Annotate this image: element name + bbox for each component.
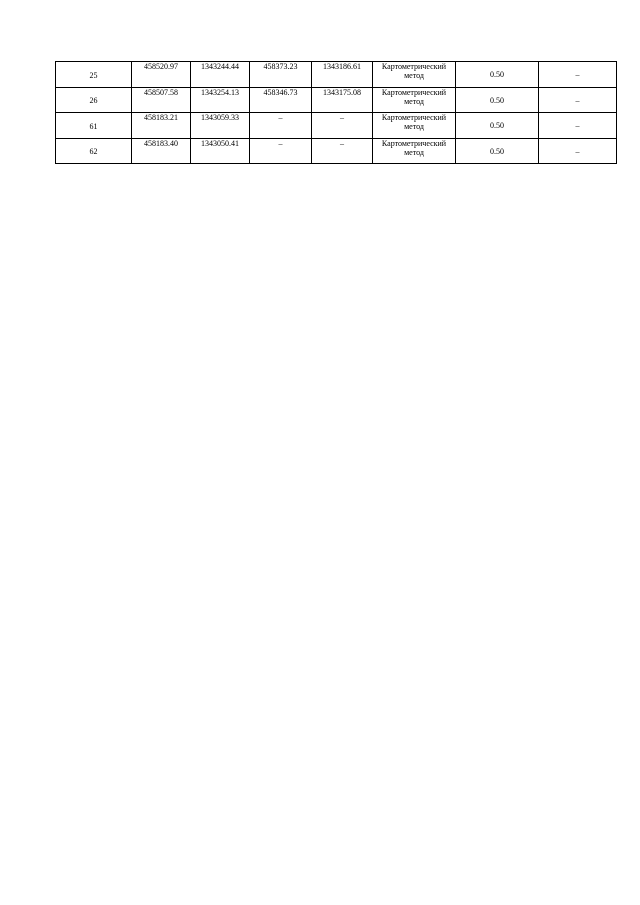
method-text-line: Картометрический bbox=[381, 87, 447, 97]
old-y-coordinate-cell: – bbox=[312, 138, 373, 164]
x-coordinate-cell: 458183.40 bbox=[132, 138, 191, 164]
y-coordinate-cell: 1343059.33 bbox=[191, 113, 250, 139]
y-coordinate-cell: 1343050.41 bbox=[191, 138, 250, 164]
table-row bbox=[56, 113, 617, 139]
x-coordinate-cell: 458520.97 bbox=[132, 62, 191, 88]
old-y-coordinate-cell: – bbox=[312, 113, 373, 139]
table-row bbox=[56, 62, 617, 88]
point-number-cell: 61 bbox=[56, 113, 132, 139]
table-row bbox=[56, 138, 617, 164]
old-y-coordinate-cell: 1343186.61 bbox=[312, 62, 373, 88]
method-cell bbox=[373, 62, 456, 88]
old-y-coordinate-cell: 1343175.08 bbox=[312, 87, 373, 113]
old-x-coordinate-cell: – bbox=[250, 113, 312, 139]
method-text-line: метод bbox=[404, 122, 424, 131]
method-text-line: метод bbox=[404, 71, 424, 80]
old-x-coordinate-cell: 458346.73 bbox=[250, 87, 312, 113]
method-text-line: Картометрический bbox=[381, 113, 447, 122]
accuracy-cell: 0.50 bbox=[456, 138, 539, 164]
description-cell: – bbox=[539, 138, 617, 164]
description-cell: – bbox=[539, 62, 617, 88]
old-x-coordinate-cell: – bbox=[250, 138, 312, 164]
point-number-cell: 25 bbox=[56, 62, 132, 88]
accuracy-cell: 0.50 bbox=[456, 62, 539, 88]
description-cell: – bbox=[539, 87, 617, 113]
table-row bbox=[56, 87, 617, 113]
y-coordinate-cell: 1343254.13 bbox=[191, 87, 250, 113]
old-x-coordinate-cell: 458373.23 bbox=[250, 62, 312, 88]
method-cell bbox=[373, 138, 456, 164]
point-number-cell: 26 bbox=[56, 87, 132, 113]
method-text-line: Картометрический bbox=[381, 62, 447, 71]
method-text-line: метод bbox=[404, 147, 424, 157]
accuracy-cell: 0.50 bbox=[456, 113, 539, 139]
method-text-line: Картометрический bbox=[381, 138, 447, 148]
accuracy-cell: 0.50 bbox=[456, 87, 539, 113]
method-cell bbox=[373, 113, 456, 139]
x-coordinate-cell: 458183.21 bbox=[132, 113, 191, 139]
y-coordinate-cell: 1343244.44 bbox=[191, 62, 250, 88]
point-number-cell: 62 bbox=[56, 138, 132, 164]
method-cell bbox=[373, 87, 456, 113]
method-text-line: метод bbox=[404, 96, 424, 106]
x-coordinate-cell: 458507.58 bbox=[132, 87, 191, 113]
description-cell: – bbox=[539, 113, 617, 139]
table-body bbox=[56, 62, 617, 164]
coordinates-table bbox=[55, 61, 617, 164]
